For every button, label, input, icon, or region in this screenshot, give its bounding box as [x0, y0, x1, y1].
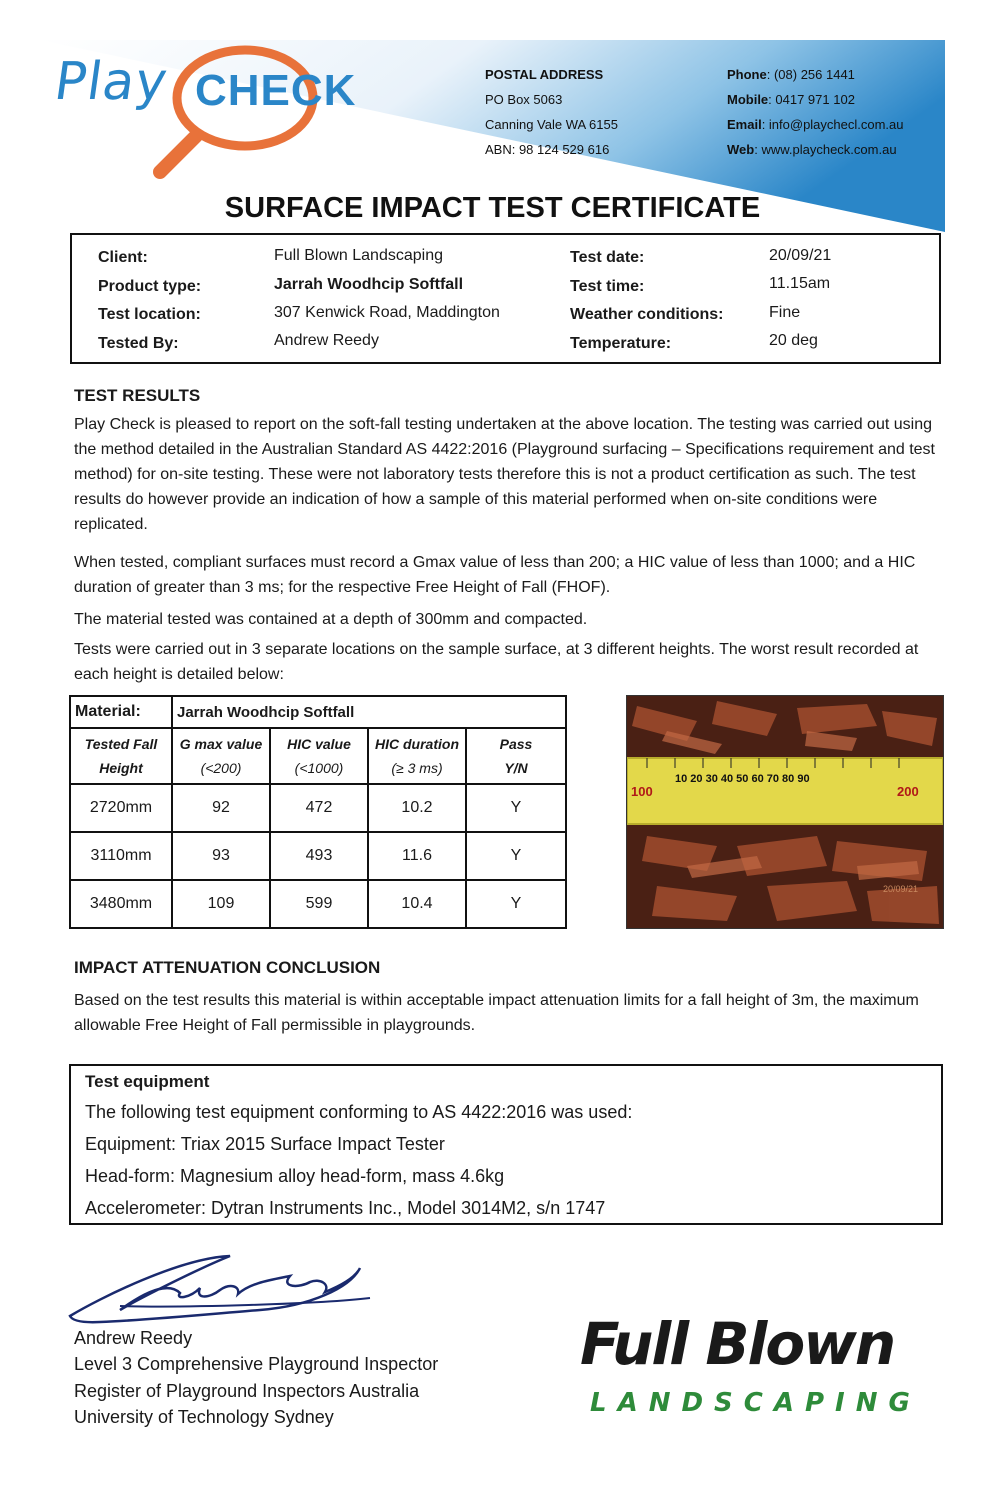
- equipment-line-2: Equipment: Triax 2015 Surface Impact Tester: [85, 1134, 445, 1154]
- signatory-name: Andrew Reedy: [74, 1328, 193, 1348]
- cell-hic: 599: [270, 880, 368, 928]
- results-table: [69, 695, 567, 929]
- table-row: [70, 784, 566, 832]
- signatory-role: Level 3 Comprehensive Playground Inspector: [74, 1354, 439, 1374]
- material-value: Jarrah Woodhcip Softfall: [172, 696, 566, 728]
- results-heading: TEST RESULTS: [74, 386, 201, 405]
- header-hic-duration: HIC duration (≥ 3 ms): [368, 728, 466, 784]
- cell-height: 3480mm: [70, 880, 172, 928]
- tested-by-value: Andrew Reedy: [274, 332, 379, 349]
- info-box: [70, 233, 941, 364]
- cell-pass: Y: [466, 784, 566, 832]
- tape-numbers: 10 20 30 40 50 60 70 80 90: [675, 773, 810, 785]
- location-value: 307 Kenwick Road, Maddington: [274, 304, 500, 321]
- signature: [60, 1238, 400, 1338]
- weather-value: Fine: [769, 304, 801, 321]
- logo-play: Play: [50, 52, 172, 112]
- cell-hic-duration: 10.4: [368, 880, 466, 928]
- signatory-register: Register of Playground Inspectors Australia: [74, 1381, 420, 1401]
- equipment-heading: Test equipment: [85, 1072, 210, 1091]
- email-value[interactable]: : info@playchecl.com.au: [761, 117, 904, 132]
- temp-value: 20 deg: [769, 332, 818, 349]
- postal-heading: POSTAL ADDRESS: [485, 67, 604, 82]
- header-hic: HIC value (<1000): [270, 728, 368, 784]
- cell-hic-duration: 11.6: [368, 832, 466, 880]
- cell-hic: 493: [270, 832, 368, 880]
- page-title: SURFACE IMPACT TEST CERTIFICATE: [224, 192, 761, 224]
- web-label: Web: [727, 142, 755, 157]
- email-label: Email: [727, 117, 762, 132]
- cell-gmax: 92: [172, 784, 270, 832]
- postal-address: [485, 62, 618, 162]
- product-label: Product type:: [98, 278, 202, 295]
- results-paragraph-3: The material tested was contained at a depth of 300mm and compacted.: [74, 611, 588, 628]
- results-paragraph-2: When tested, compliant surfaces must record a Gmax value of less than 200; a HIC value of less than 1000; and a HIC duration of greater than 3 ms; for the respective Free Height of Fall (FHOF).: [74, 554, 916, 596]
- cell-pass: Y: [466, 832, 566, 880]
- signatory-university: University of Technology Sydney: [74, 1407, 334, 1427]
- product-value: Jarrah Woodhcip Softfall: [274, 276, 464, 293]
- temp-label: Temperature:: [570, 335, 672, 352]
- mobile-label: Mobile: [727, 92, 769, 107]
- date-value: 20/09/21: [769, 247, 832, 264]
- header-pass: Pass Y/N: [466, 728, 566, 784]
- postal-line1: PO Box 5063: [485, 92, 563, 107]
- header-gmax: G max value (<200): [172, 728, 270, 784]
- equipment-line-4: Accelerometer: Dytran Instruments Inc., Model 3014M2, s/n 1747: [85, 1198, 606, 1218]
- location-label: Test location:: [98, 306, 201, 323]
- table-row: [70, 832, 566, 880]
- landscaping-logo: LANDSCAPING: [590, 1388, 921, 1418]
- woodchip-photo: [626, 695, 944, 929]
- weather-label: Weather conditions:: [570, 306, 724, 323]
- cell-gmax: 93: [172, 832, 270, 880]
- equipment-box: [69, 1064, 943, 1225]
- client-value: Full Blown Landscaping: [274, 247, 443, 264]
- time-value: 11.15am: [769, 275, 831, 292]
- postal-abn: ABN: 98 124 529 616: [485, 142, 610, 157]
- phone-label: Phone: [727, 67, 767, 82]
- contact-block: [727, 62, 904, 162]
- cell-hic-duration: 10.2: [368, 784, 466, 832]
- header-fall-height: Tested Fall Height: [70, 728, 172, 784]
- client-label: Client:: [98, 249, 148, 266]
- tape-left-number: 100: [631, 784, 653, 799]
- equipment-line-3: Head-form: Magnesium alloy head-form, mass 4.6kg: [85, 1166, 505, 1186]
- cell-height: 3110mm: [70, 832, 172, 880]
- material-label: Material:: [70, 696, 172, 728]
- results-paragraph-1: Play Check is pleased to report on the soft-fall testing undertaken at the above location. The testing was carried out using the method detailed in the Australian Standard AS 4422:2016 (Playground surfacing – Specifications requirement and test method) for on-site testing. These were not laboratory tests therefore this is not a product certification as such. The test results do however provide an indication of how a sample of this material performed when on-site conditions were replicated.: [74, 416, 935, 533]
- cell-height: 2720mm: [70, 784, 172, 832]
- web-value[interactable]: : www.playcheck.com.au: [754, 142, 897, 157]
- full-blown-logo: Full Blown: [580, 1310, 895, 1378]
- conclusion-text: Based on the test results this material is within acceptable impact attenuation limits for a fall height of 3m, the maximum allowable Free Height of Fall permissible in playgrounds.: [74, 992, 919, 1034]
- time-label: Test time:: [570, 278, 645, 295]
- table-row: [70, 880, 566, 928]
- tested-by-label: Tested By:: [98, 335, 179, 352]
- logo-check: CHECK: [195, 66, 357, 115]
- equipment-line-1: The following test equipment conforming to AS 4422:2016 was used:: [85, 1102, 633, 1122]
- postal-line2: Canning Vale WA 6155: [485, 117, 618, 132]
- cell-hic: 472: [270, 784, 368, 832]
- results-paragraph-4: Tests were carried out in 3 separate locations on the sample surface, at 3 different heights. The worst result recorded at each height is detailed below:: [74, 641, 919, 683]
- photo-date-stamp: 20/09/21: [883, 884, 919, 894]
- date-label: Test date:: [570, 249, 645, 266]
- tape-right-number: 200: [897, 784, 919, 799]
- cell-pass: Y: [466, 880, 566, 928]
- conclusion-heading: IMPACT ATTENUATION CONCLUSION: [74, 958, 381, 977]
- cell-gmax: 109: [172, 880, 270, 928]
- phone-value[interactable]: : (08) 256 1441: [766, 67, 855, 82]
- mobile-value[interactable]: : 0417 971 102: [768, 92, 855, 107]
